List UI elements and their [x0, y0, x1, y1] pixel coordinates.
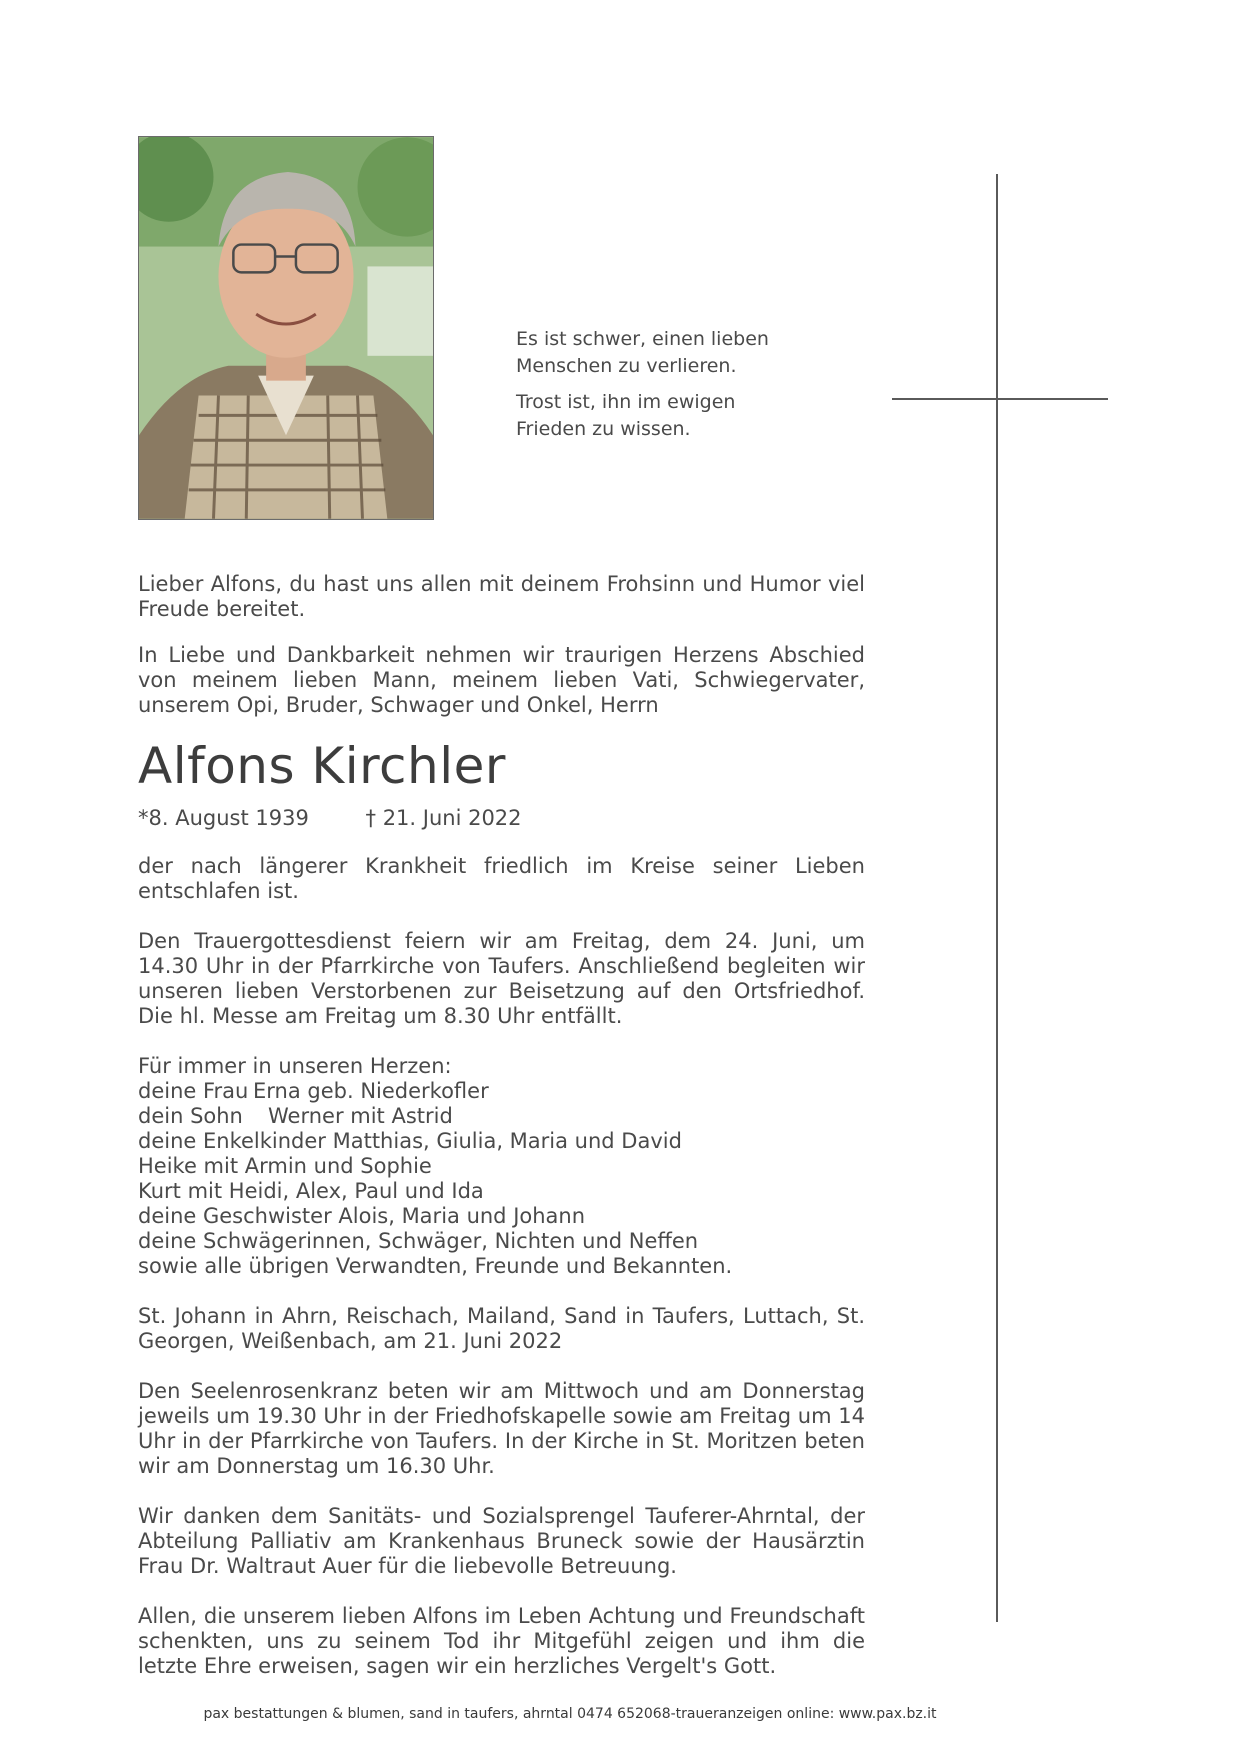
family-wife [138, 1079, 865, 1104]
family-line-heike: Heike mit Armin und Sophie [138, 1154, 432, 1178]
family-heading: Für immer in unseren Herzen: [138, 1054, 452, 1078]
deceased-name: Alfons Kirchler [138, 737, 506, 795]
thanks-paragraph: Wir danken dem Sanitäts- und Sozialsprengel Tauferer-Ahrntal, der Abteilung Palliativ am Krankenhaus Bruneck sowie der Hausärztin Frau Dr. Waltraut Auer für die liebevolle Betreuung. [138, 1504, 865, 1578]
intro-paragraph-2: In Liebe und Dankbarkeit nehmen wir traurigen Herzens Abschied von meinem lieben Mann, meinem lieben Vati, Schwiegervater, unserem Opi, Bruder, Schwager und Onkel, Herrn [138, 643, 865, 717]
life-dates [138, 804, 865, 832]
obituary-text [138, 572, 865, 1679]
family-grandchildren: deine Enkelkinder Matthias, Giulia, Maria und David [138, 1129, 682, 1153]
family-others: sowie alle übrigen Verwandten, Freunde und Bekannten. [138, 1254, 733, 1278]
death-date: † 21. Juni 2022 [365, 806, 522, 830]
rosary-paragraph: Den Seelenrosenkranz beten wir am Mittwoch und am Donnerstag jeweils um 19.30 Uhr in der Friedhofskapelle sowie am Freitag um 14 Uhr in der Pfarrkirche von Taufers. In der Kirche in St. Moritzen beten wir am Donnerstag um 16.30 Uhr. [138, 1379, 865, 1478]
birth-date: *8. August 1939 [138, 806, 309, 830]
memorial-verse [516, 326, 846, 452]
verse-line-1: Es ist schwer, einen lieben Menschen zu verlieren. [516, 328, 769, 377]
places-date-line: St. Johann in Ahrn, Reischach, Mailand, Sand in Taufers, Luttach, St. Georgen, Weißenbach, am 21. Juni 2022 [138, 1304, 865, 1353]
family-son [138, 1104, 865, 1129]
portrait-photo [138, 136, 434, 520]
family-in-laws: deine Schwägerinnen, Schwäger, Nichten und Neffen [138, 1229, 699, 1253]
funeral-home-footer: pax bestattungen & blumen, sand in taufers, ahrntal 0474 652068-traueranzeigen online: www.pax.bz.it [203, 1706, 937, 1722]
portrait-image [139, 137, 433, 519]
cross-vertical-bar [996, 174, 998, 1622]
verse-line-2: Trost ist, ihn im ewigen Frieden zu wissen. [516, 391, 736, 440]
wife-name: Erna geb. Niederkofler [253, 1079, 489, 1103]
closing-paragraph: Allen, die unserem lieben Alfons im Leben Achtung und Freundschaft schenkten, uns zu seinem Tod ihr Mitgefühl zeigen und ihm die letzte Ehre erweisen, sagen wir ein herzliches Vergelt's Gott. [138, 1604, 865, 1678]
family-line-kurt: Kurt mit Heidi, Alex, Paul und Ida [138, 1179, 484, 1203]
cross-horizontal-bar [892, 398, 1108, 400]
intro-paragraph-1: Lieber Alfons, du hast uns allen mit deinem Frohsinn und Humor viel Freude bereitet. [138, 572, 865, 621]
funeral-paragraph: Den Trauergottesdienst feiern wir am Freitag, dem 24. Juni, um 14.30 Uhr in der Pfarrkirche von Taufers. Anschließend begleiten wir unseren lieben Verstorbenen zur Beisetzung auf den Ortsfriedhof. Die hl. Messe am Freitag um 8.30 Uhr entfällt. [138, 929, 865, 1028]
wife-relation: deine Frau [138, 1079, 249, 1103]
family-list [138, 1054, 865, 1279]
son-name: Werner mit Astrid [268, 1104, 453, 1128]
family-siblings: deine Geschwister Alois, Maria und Johann [138, 1204, 586, 1228]
son-relation: dein Sohn [138, 1104, 243, 1128]
passing-paragraph: der nach längerer Krankheit friedlich im Kreise seiner Lieben entschlafen ist. [138, 854, 865, 903]
